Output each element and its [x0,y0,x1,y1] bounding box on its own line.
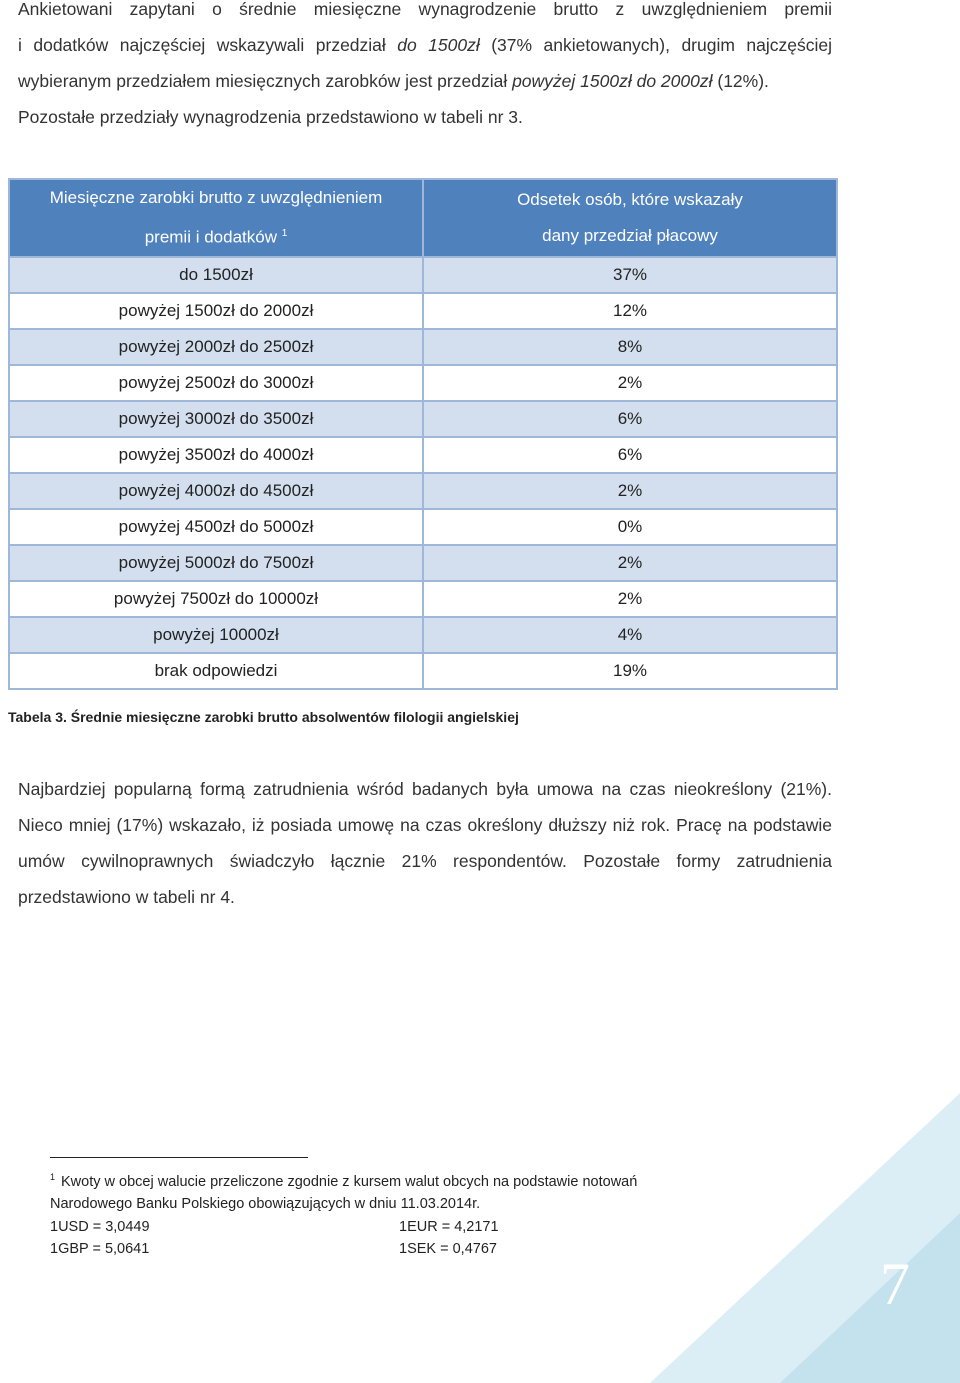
intro-text: (12%). [712,71,769,91]
salary-range-cell: do 1500zł [9,257,423,293]
salary-table [8,178,838,690]
employment-line-3: umów cywilnoprawnych świadczyło łącznie 21% respondentów. Pozostałe formy zatrudnienia [18,851,832,871]
percentage-cell: 19% [423,653,837,689]
table-row [9,509,837,545]
salary-range-cell: powyżej 3500zł do 4000zł [9,437,423,473]
percentage-cell: 2% [423,581,837,617]
percentage-cell: 8% [423,329,837,365]
header-percentage [423,179,837,257]
exchange-rates [50,1216,637,1261]
header-salary-range [9,179,423,257]
footnote-reference[interactable]: 1 [281,228,288,239]
table-row [9,401,837,437]
percentage-cell: 4% [423,617,837,653]
table-row [9,581,837,617]
employment-paragraph [18,771,832,915]
header-text: dany przedział płacowy [542,225,718,245]
footnote-marker: 1 [50,1172,56,1182]
table-row [9,293,837,329]
intro-line-3 [18,63,832,99]
intro-paragraph [18,0,832,135]
table-row [9,329,837,365]
intro-line-2 [18,27,832,63]
rate-gbp: 1GBP = 5,0641 [50,1241,150,1258]
percentage-cell: 6% [423,437,837,473]
table-header-row [9,179,837,257]
rate-eur: 1EUR = 4,2171 [399,1218,499,1235]
table-body [9,257,837,689]
percentage-cell: 2% [423,365,837,401]
footnote-separator [50,1157,308,1158]
salary-range-cell: powyżej 7500zł do 10000zł [9,581,423,617]
rate-usd: 1USD = 3,0449 [50,1218,150,1235]
employment-line-1: Najbardziej popularną formą zatrudnienia wśród badanych była umowa na czas nieokreślony (21%). [18,779,832,799]
salary-range-cell: powyżej 2500zł do 3000zł [9,365,423,401]
table-row [9,257,837,293]
header-text: premii i dodatków [144,227,277,247]
table-row [9,473,837,509]
table-row [9,617,837,653]
employment-line-4: przedstawiono w tabeli nr 4. [18,887,235,907]
percentage-cell: 2% [423,473,837,509]
footnote-line-1 [50,1166,637,1193]
percentage-cell: 37% [423,257,837,293]
intro-text: (37% ankietowanych), drugim najczęściej [479,35,832,55]
rate-sek: 1SEK = 0,4767 [399,1241,497,1258]
salary-range-cell: powyżej 4500zł do 5000zł [9,509,423,545]
salary-range-cell: powyżej 1500zł do 2000zł [9,293,423,329]
footnote [50,1166,637,1261]
salary-range-cell: powyżej 3000zł do 3500zł [9,401,423,437]
page-number: 7 [880,1251,910,1317]
salary-range-cell: powyżej 2000zł do 2500zł [9,329,423,365]
header-text: Odsetek osób, które wskazały [517,189,743,209]
footnote-line-2: Narodowego Banku Polskiego obowiązujących w dniu 11.03.2014r. [50,1196,481,1213]
salary-range-cell: powyżej 4000zł do 4500zł [9,473,423,509]
table-row [9,545,837,581]
salary-range-cell: powyżej 10000zł [9,617,423,653]
table-caption: Tabela 3. Średnie miesięczne zarobki brutto absolwentów filologii angielskiej [8,709,519,725]
intro-line-4: Pozostałe przedziały wynagrodzenia przedstawiono w tabeli nr 3. [18,107,523,127]
percentage-cell: 2% [423,545,837,581]
percentage-cell: 6% [423,401,837,437]
employment-line-2: Nieco mniej (17%) wskazało, iż posiada umowę na czas określony dłuższy niż rok. Pracę na podstawie [18,815,832,835]
percentage-cell: 12% [423,293,837,329]
intro-text: i dodatków najczęściej wskazywali przedział [18,35,398,55]
salary-range-cell: brak odpowiedzi [9,653,423,689]
table-row [9,365,837,401]
percentage-cell: 0% [423,509,837,545]
intro-line-1: Ankietowani zapytani o średnie miesięczne wynagrodzenie brutto z uwzględnieniem premii [18,0,832,19]
intro-emphasis: powyżej 1500zł do 2000zł [512,71,713,91]
footnote-text: Kwoty w obcej walucie przeliczone zgodnie z kursem walut obcych na podstawie notowań [61,1173,638,1190]
intro-emphasis: do 1500zł [397,35,480,55]
header-text: Miesięczne zarobki brutto z uwzględnieniem [49,188,383,207]
corner-decoration [650,1093,960,1383]
salary-range-cell: powyżej 5000zł do 7500zł [9,545,423,581]
table-row [9,437,837,473]
table-row [9,653,837,689]
intro-text: wybieranym przedziałem miesięcznych zarobków jest przedział [18,71,513,91]
